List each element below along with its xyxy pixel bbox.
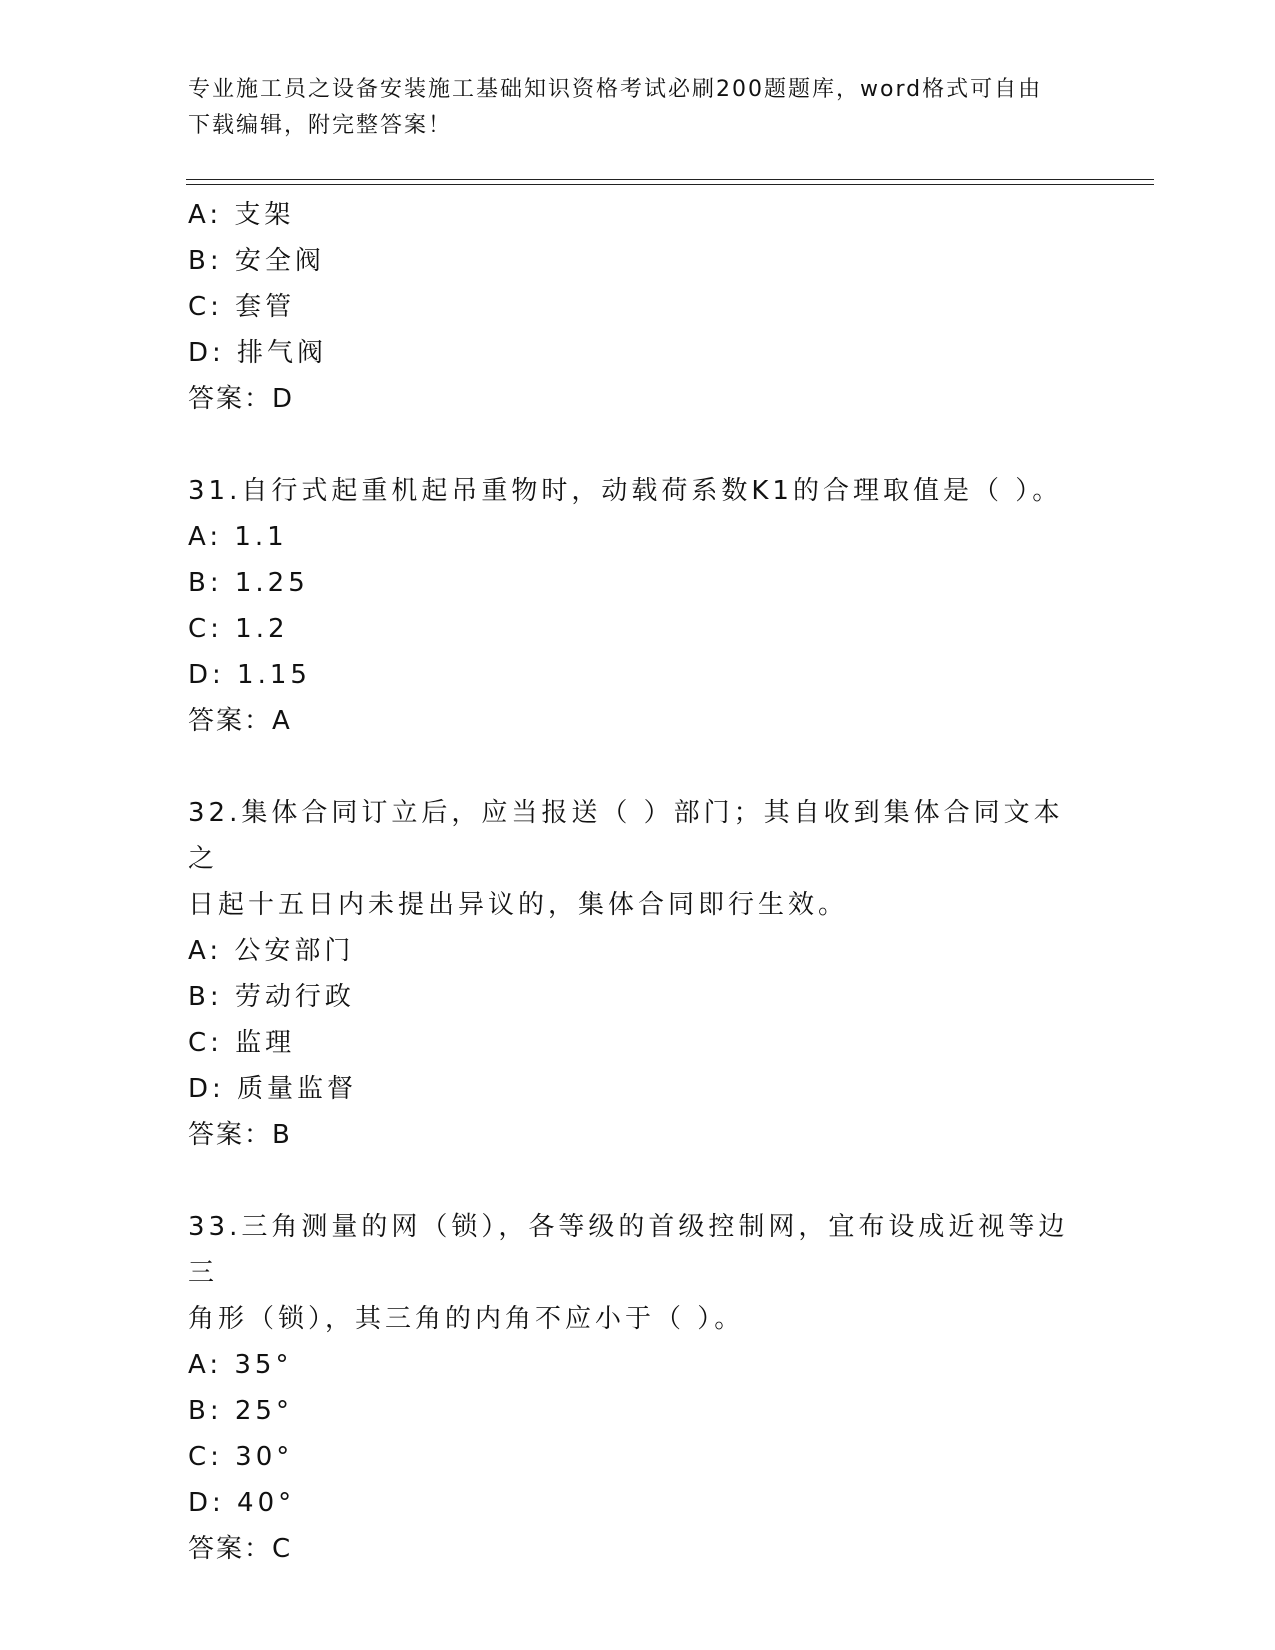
question-33-block xyxy=(188,1204,1088,1572)
option-a: A: 支架 xyxy=(188,200,295,230)
spacer xyxy=(188,744,1088,790)
option-b: B: 劳动行政 xyxy=(188,982,355,1012)
document-body xyxy=(188,192,1088,1572)
option-a: A: 公安部门 xyxy=(188,936,355,966)
spacer xyxy=(188,1158,1088,1204)
document-header xyxy=(188,72,1088,144)
option-c: C: 30° xyxy=(188,1442,294,1472)
spacer xyxy=(188,422,1088,468)
answer-line: 答案：C xyxy=(188,1534,293,1564)
question-text-line-1: 32.集体合同订立后，应当报送（ ）部门；其自收到集体合同文本之 xyxy=(188,798,1064,874)
header-divider-bottom xyxy=(186,184,1154,185)
answer-line: 答案：D xyxy=(188,384,295,414)
option-c: C: 套管 xyxy=(188,292,296,322)
question-text-line-2: 日起十五日内未提出异议的，集体合同即行生效。 xyxy=(188,890,849,920)
header-line-2: 下载编辑，附完整答案！ xyxy=(188,113,453,138)
option-b: B: 安全阀 xyxy=(188,246,325,276)
option-d: D: 40° xyxy=(188,1488,296,1518)
answer-line: 答案：B xyxy=(188,1120,292,1150)
option-c: C: 1.2 xyxy=(188,614,289,644)
option-d: D: 质量监督 xyxy=(188,1074,358,1104)
option-a: A: 1.1 xyxy=(188,522,288,552)
header-divider-top xyxy=(186,179,1154,180)
question-text-line-1: 33.三角测量的网（锁），各等级的首级控制网，宜布设成近视等边三 xyxy=(188,1212,1069,1288)
question-30-block xyxy=(188,192,1088,422)
option-d: D: 1.15 xyxy=(188,660,311,690)
option-a: A: 35° xyxy=(188,1350,293,1380)
option-b: B: 1.25 xyxy=(188,568,309,598)
option-d: D: 排气阀 xyxy=(188,338,328,368)
option-c: C: 监理 xyxy=(188,1028,296,1058)
question-31-block xyxy=(188,468,1088,744)
question-32-block xyxy=(188,790,1088,1158)
question-text-line-2: 角形（锁），其三角的内角不应小于（ ）。 xyxy=(188,1304,745,1334)
answer-line: 答案：A xyxy=(188,706,292,736)
question-text: 31.自行式起重机起吊重物时，动载荷系数K1的合理取值是（ ）。 xyxy=(188,476,1063,506)
header-line-1: 专业施工员之设备安装施工基础知识资格考试必刷200题题库，word格式可自由 xyxy=(188,77,1043,102)
option-b: B: 25° xyxy=(188,1396,293,1426)
